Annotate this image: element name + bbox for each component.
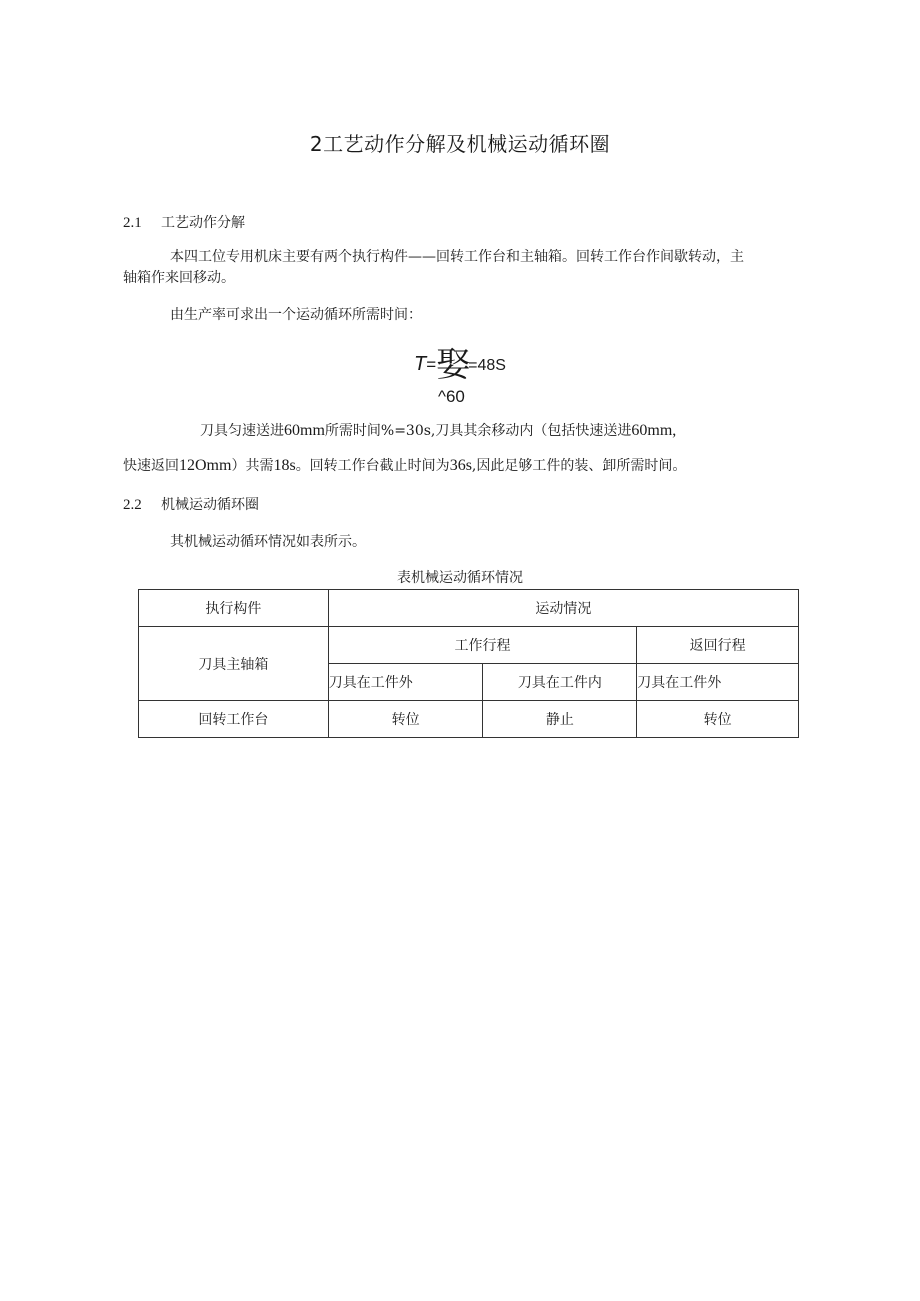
section-title: 工艺动作分解 (161, 215, 245, 231)
formula-eq: = (426, 355, 437, 374)
paragraph-1-line-2: 轴箱作来回移动。 (123, 270, 235, 286)
section-heading-2-1 (123, 212, 245, 232)
formula-result: =48S (468, 357, 506, 374)
table-caption: 表机械运动循环情况 (397, 570, 523, 586)
rotary-indexing-1: 转位 (328, 701, 483, 738)
text-span: 所需时间%=30s,刀具其余移动内（包括快速送进 (324, 423, 632, 439)
text-span: ）共需 (231, 458, 274, 474)
rotary-stationary: 静止 (483, 701, 637, 738)
table-row (139, 590, 799, 627)
paragraph-3-line-1 (200, 421, 676, 441)
section-number: 2.1 (123, 215, 142, 231)
formula-fraction-glyph: 娶 (436, 345, 469, 385)
rotary-indexing-2: 转位 (637, 701, 799, 738)
sub-tool-outside-2: 刀具在工件外 (637, 664, 799, 701)
table-row (139, 627, 799, 664)
section-number: 2.2 (123, 497, 142, 513)
work-stroke-cell (328, 627, 637, 664)
section-heading-2-2 (123, 494, 259, 514)
text-span: 刀具匀速送进 (200, 423, 284, 439)
header-motion: 运动情况 (328, 590, 798, 627)
row-label-spindle: 刀具主轴箱 (139, 627, 329, 701)
text-span: 快速返回 (123, 458, 179, 474)
table-row (139, 701, 799, 738)
section-title: 机械运动循环圈 (161, 497, 259, 513)
text-span: 60mm (284, 422, 325, 439)
row-label-rotary-table: 回转工作台 (139, 701, 329, 738)
formula-denominator: ^60 (438, 387, 465, 406)
header-executor: 执行构件 (139, 590, 329, 627)
work-stroke: 工作行程 (454, 638, 511, 654)
text-span: 。回转工作台截止时间为 (295, 458, 450, 474)
paragraph-4: 其机械运动循环情况如表所示。 (170, 534, 366, 550)
return-stroke: 返回行程 (637, 627, 799, 664)
page-title: 2工艺动作分解及机械运动循环圈 (309, 132, 611, 156)
text-span: 36s (449, 457, 472, 474)
paragraph-1-line-1: 本四工位专用机床主要有两个执行构件——回转工作台和主轴箱。回转工作台作间歇转动，主 (170, 249, 744, 265)
text-span: ,因此足够工件的装、卸所需时间。 (471, 458, 687, 474)
motion-cycle-table (138, 589, 799, 738)
formula (414, 337, 506, 386)
sub-tool-inside: 刀具在工件内 (483, 664, 637, 701)
text-span: 12Omm (179, 457, 232, 474)
paragraph-2: 由生产率可求出一个运动循环所需时间： (170, 307, 422, 323)
formula-lhs: T (414, 353, 427, 375)
text-span: 18s (273, 457, 296, 474)
sub-tool-outside-1: 刀具在工件外 (328, 664, 483, 701)
text-span: 60mm, (631, 422, 677, 439)
paragraph-3-line-2 (123, 456, 686, 476)
